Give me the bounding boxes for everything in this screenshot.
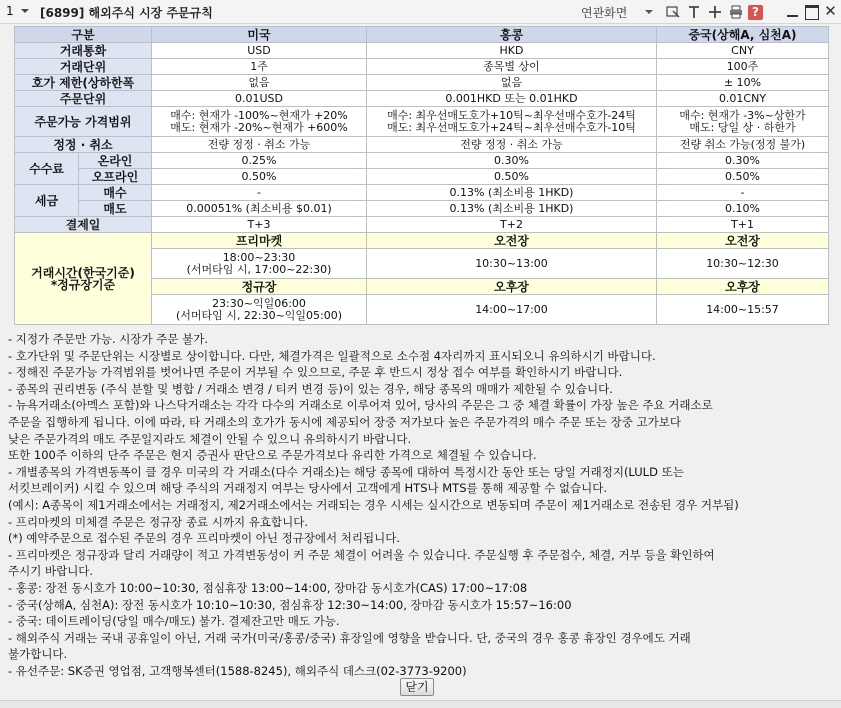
cell: 0.10% [657,201,829,217]
order-rules-table [14,26,829,325]
row-label: 주문단위 [15,91,152,107]
row-label: 정정 · 취소 [15,137,152,153]
table-row [15,185,829,201]
table-row [15,43,829,59]
title-bar [0,0,841,24]
cell: T+1 [657,217,829,233]
trading-hours-label [15,233,152,325]
cell-line: (서머타임 시, 22:30~익일05:00) [175,308,343,322]
cell: 0.30% [657,153,829,169]
table-row [15,201,829,217]
row-label: 수수료 [15,153,79,185]
cell: CNY [657,43,829,59]
row-label: 거래통화 [15,43,152,59]
note-line: - 종목의 권리변동 (주식 분할 및 병합 / 거래소 변경 / 티커 변경 등)이 있는 경우, 해당 종목의 매매가 제한될 수 있습니다. [8,381,613,396]
session-title: 정규장 [152,279,367,295]
note-line: - 중국(상해A, 심천A): 장전 동시호가 10:10~10:30, 점심휴장 12:30~14:00, 장마감 동시호가 15:57~16:00 [8,597,572,612]
note-line: - 유선주문: SK증권 영업점, 고객행복센터(1588-8245), 해외주식 데스크(02-3773-9200) [8,663,467,678]
cell [657,107,829,137]
cell: 0.00051% (최소비용 $0.01) [152,201,367,217]
note-line: - 개별종목의 가격변동폭이 클 경우 미국의 각 거래소(다수 거래소)는 해당 종목에 대하여 특정시간 동안 또는 당일 거래정지(LULD 또는 [8,464,684,479]
cell: 0.13% (최소비용 1HKD) [367,185,657,201]
notes-list [8,331,836,679]
close-button[interactable]: 닫기 [400,678,434,696]
header-us: 미국 [152,27,367,43]
window-title: [6899] 해외주식 시장 주문규칙 [40,6,213,20]
cell: - [152,185,367,201]
note-line: 또한 100주 이하의 단주 주문은 현지 증권사 판단으로 주문가격보다 유리한 가격으로 체결될 수 있습니다. [8,448,537,463]
header-hk: 홍콩 [367,27,657,43]
cell-line: 18:00~23:30 [222,250,296,264]
note-line: - 호가단위 및 주문단위는 시장별로 상이합니다. 다만, 체결가격은 일괄적으로 소수점 4자리까지 표시되오니 유의하시기 바랍니다. [8,348,656,363]
session-title: 오후장 [657,279,829,295]
cell-line: 매수: 최우선매도호가+10틱~최우선매수호가-24틱 [387,108,636,122]
note-line: 낮은 주문가격의 매도 주문일지라도 체결이 안될 수 있으니 유의하시기 바랍니다. [8,431,412,446]
cell: 0.30% [367,153,657,169]
cell: 10:30~13:00 [367,249,657,279]
cell-line: 매도: 현재가 -20%~현재가 +600% [170,120,348,134]
cell [152,295,367,325]
print-icon[interactable] [727,3,745,21]
cell: 10:30~12:30 [657,249,829,279]
table-row [15,217,829,233]
toolbar-icons [664,3,766,21]
cell: 14:00~15:57 [657,295,829,325]
note-line: - 프리마켓의 미체결 주문은 정규장 종료 시까지 유효합니다. [8,514,309,529]
minimize-icon[interactable] [785,4,800,19]
cell: USD [152,43,367,59]
cell: T+3 [152,217,367,233]
row-label: 호가 제한(상하한폭 [15,75,152,91]
header-category: 구분 [15,27,152,43]
cell: - [657,185,829,201]
cell: 전량 취소 가능(정정 불가) [657,137,829,153]
note-line: 서킷브레이커) 시킬 수 있으며 해당 주식의 거래정지 여부는 당사에서 고객에게 HTS나 MTS를 통해 제공할 수 없습니다. [8,481,607,496]
note-line: (*) 예약주문으로 접수된 주문의 경우 프리마켓이 아닌 정규장에서 처리됩니다. [8,531,400,546]
cell: 0.001HKD 또는 0.01HKD [367,91,657,107]
rules-panel [14,26,830,326]
table-row [15,75,829,91]
window-number[interactable]: 1 [6,4,14,18]
cell: 종목별 상이 [367,59,657,75]
note-line: 주문을 집행하게 됩니다. 이에 따라, 타 거래소의 호가가 동시에 제공되어 장중 저가보다 높은 주문가격의 매수 주문 또는 장중 고가보다 [8,414,681,429]
cell: 없음 [152,75,367,91]
note-line: (예시: A종목이 제1거래소에서는 거래정지, 제2거래소에서는 거래되는 경우 시세는 실시간으로 변동되며 주문이 제1거래소로 전송된 경우 거부됨) [8,497,739,512]
note-line: - 중국: 데이트레이딩(당일 매수/매도) 불가. 결제잔고만 매도 가능. [8,614,340,629]
chevron-down-icon[interactable] [21,9,29,13]
note-line: - 홍콩: 장전 동시호가 10:00~10:30, 점심휴장 13:00~14:00, 장마감 동시호가(CAS) 17:00~17:08 [8,580,528,595]
cell-line: 매도: 최우선매도호가+24틱~최우선매수호가-10틱 [387,120,636,134]
cell: 100주 [657,59,829,75]
table-row [15,59,829,75]
cell: 0.01CNY [657,91,829,107]
table-row [15,137,829,153]
row-label: 거래단위 [15,59,152,75]
session-title: 오후장 [367,279,657,295]
note-line: - 정해진 주문가능 가격범위를 벗어나면 주문이 거부될 수 있으므로, 주문 후 반드시 정상 접수 여부를 확인하시기 바랍니다. [8,365,623,380]
row-label: 주문가능 가격범위 [15,107,152,137]
session-title: 오전장 [367,233,657,249]
help-icon[interactable]: ? [748,5,763,20]
row-sublabel: 온라인 [79,153,152,169]
header-cn: 중국(상해A, 심천A) [657,27,829,43]
status-bar [0,700,841,708]
row-sublabel: 매도 [79,201,152,217]
cell: 14:00~17:00 [367,295,657,325]
cell: 없음 [367,75,657,91]
label-line: 거래시간(한국기준) [31,265,135,280]
related-screens-dropdown[interactable]: 연관화면 [581,6,628,20]
cell: 전량 정정 · 취소 가능 [367,137,657,153]
note-line: - 해외주식 거래는 국내 공휴일이 아닌, 거래 국가(미국/홍콩/중국) 휴장일에 영향을 받습니다. 단, 중국의 경우 홍콩 휴장인 경우에도 거래 [8,630,691,645]
cell-line: (서머타임 시, 17:00~22:30) [186,262,332,276]
cell [367,107,657,137]
font-size-icon[interactable] [685,3,703,21]
add-icon[interactable] [706,3,724,21]
cell-line: 매수: 현재가 -100%~현재가 +20% [170,108,348,122]
cell: 0.25% [152,153,367,169]
chevron-down-icon[interactable] [645,10,653,14]
session-title: 프리마켓 [152,233,367,249]
row-label: 결제일 [15,217,152,233]
cell-line: 매수: 현재가 -3%~상한가 [679,108,806,122]
close-icon[interactable]: ✕ [824,2,837,20]
cell: HKD [367,43,657,59]
table-row [15,91,829,107]
cell [152,107,367,137]
cell: 0.50% [657,169,829,185]
maximize-icon[interactable] [804,4,819,19]
note-line: 주시기 바랍니다. [8,564,94,579]
cell: 전량 정정 · 취소 가능 [152,137,367,153]
note-line: 불가합니다. [8,647,68,662]
cell: 0.01USD [152,91,367,107]
cell: 0.13% (최소비용 1HKD) [367,201,657,217]
table-row [15,169,829,185]
note-line: - 프리마켓은 정규장과 달리 거래량이 적고 가격변동성이 커 주문 체결이 어려울 수 있습니다. 주문실행 후 주문접수, 체결, 거부 등을 확인하여 [8,547,715,562]
table-row [15,27,829,43]
label-line: *정규장기준 [50,277,116,292]
cell: T+2 [367,217,657,233]
cell: 0.50% [152,169,367,185]
cell: 1주 [152,59,367,75]
row-label: 세금 [15,185,79,217]
row-sublabel: 매수 [79,185,152,201]
pin-icon[interactable] [664,3,682,21]
cell-line: 23:30~익일06:00 [212,296,306,310]
cell [152,249,367,279]
session-title: 오전장 [657,233,829,249]
cell: ± 10% [657,75,829,91]
note-line: - 뉴욕거래소(아멕스 포함)와 나스닥거래소는 각각 다수의 거래소로 이루어져 있어, 당사의 주문은 그 중 체결 확률이 가장 높은 주요 거래소로 [8,398,713,413]
cell: 0.50% [367,169,657,185]
table-row [15,153,829,169]
cell-line: 매도: 당일 상 · 하한가 [689,120,796,134]
row-sublabel: 오프라인 [79,169,152,185]
table-row [15,233,829,249]
note-line: - 지정가 주문만 가능. 시장가 주문 불가. [8,332,209,346]
table-row [15,107,829,137]
